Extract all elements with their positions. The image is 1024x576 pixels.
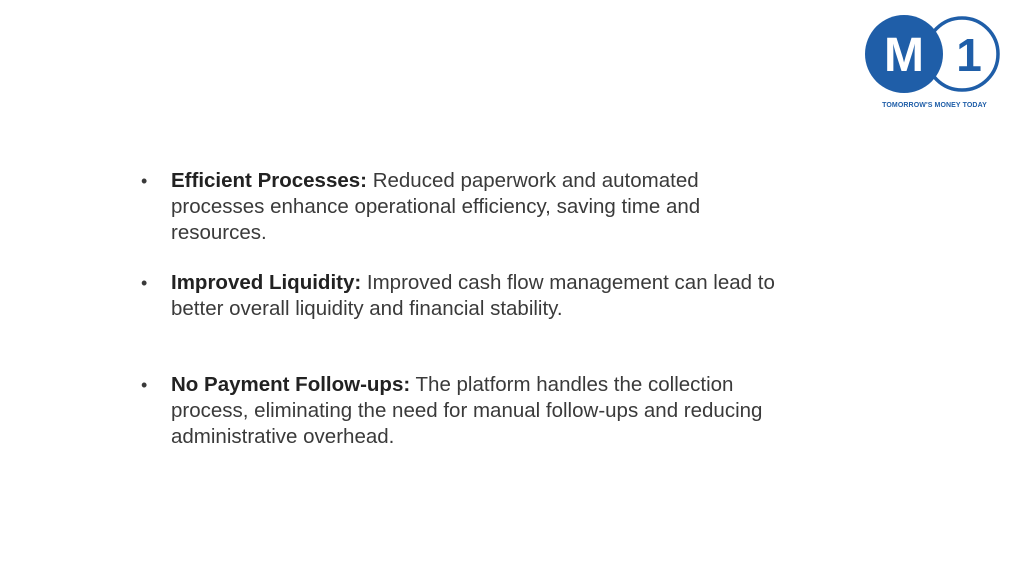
bullet-text: Reduced paperwork and automated processes enhance operational efficiency, saving time and resources. — [171, 169, 701, 244]
bullet-dot: • — [141, 273, 148, 293]
bullet-dot: • — [141, 171, 148, 191]
logo-letter-m: M — [884, 29, 924, 82]
bullet-list — [140, 168, 790, 450]
bullet-item-efficient-processes — [140, 168, 790, 246]
bullet-heading: Improved Liquidity: — [171, 271, 362, 294]
bullet-item-no-payment-follow-ups — [140, 372, 790, 450]
bullet-text: The platform handles the collection process, eliminating the need for manual follow-ups and reducing administrative overhead. — [171, 373, 763, 448]
bullet-dot: • — [141, 375, 148, 395]
m1-logo-mark — [862, 14, 1007, 104]
bullet-heading: Efficient Processes: — [171, 169, 367, 192]
bullet-text: Improved cash flow management can lead to better overall liquidity and financial stability. — [171, 271, 775, 320]
m1-logo — [862, 14, 1007, 119]
logo-digit-1: 1 — [956, 29, 982, 81]
bullet-heading: No Payment Follow-ups: — [171, 373, 411, 396]
bullet-item-improved-liquidity — [140, 270, 790, 322]
logo-tagline: TOMORROW'S MONEY TODAY — [882, 102, 987, 109]
